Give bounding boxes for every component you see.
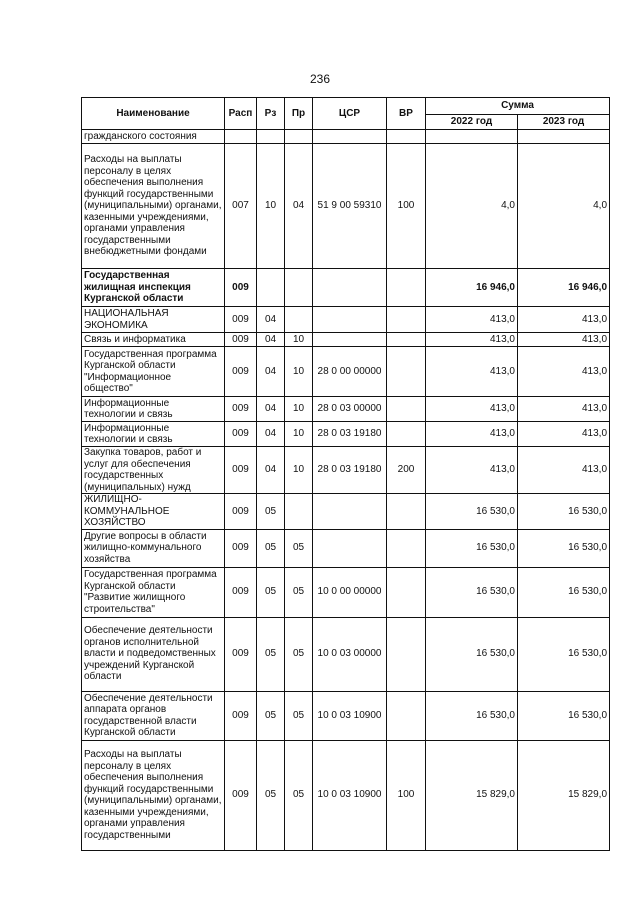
cell-pr: 05 xyxy=(285,529,313,567)
header-year-2023: 2023 год xyxy=(518,115,610,130)
cell-rasp: 009 xyxy=(225,691,257,740)
cell-y2022: 413,0 xyxy=(426,422,518,447)
cell-rasp: 009 xyxy=(225,617,257,691)
cell-rasp: 009 xyxy=(225,740,257,850)
cell-y2022 xyxy=(426,130,518,144)
cell-pr xyxy=(285,494,313,530)
cell-rasp: 009 xyxy=(225,397,257,422)
cell-rasp: 009 xyxy=(225,447,257,494)
cell-csr xyxy=(313,269,387,307)
page-number: 236 xyxy=(309,72,331,86)
cell-csr xyxy=(313,494,387,530)
table-row xyxy=(82,347,610,397)
cell-csr: 10 0 00 00000 xyxy=(313,567,387,617)
cell-rz: 04 xyxy=(257,397,285,422)
cell-pr xyxy=(285,269,313,307)
cell-y2022: 413,0 xyxy=(426,333,518,347)
table-row xyxy=(82,307,610,333)
cell-y2023: 413,0 xyxy=(518,347,610,397)
cell-vr xyxy=(387,691,426,740)
cell-pr: 05 xyxy=(285,617,313,691)
cell-name: НАЦИОНАЛЬНАЯ ЭКОНОМИКА xyxy=(82,307,225,333)
cell-pr: 10 xyxy=(285,397,313,422)
cell-csr xyxy=(313,130,387,144)
cell-rasp: 009 xyxy=(225,529,257,567)
cell-pr: 05 xyxy=(285,567,313,617)
cell-y2023: 16 530,0 xyxy=(518,529,610,567)
cell-pr xyxy=(285,130,313,144)
table-row xyxy=(82,397,610,422)
cell-y2022: 15 829,0 xyxy=(426,740,518,850)
cell-rz: 10 xyxy=(257,144,285,269)
table-row xyxy=(82,494,610,530)
cell-vr xyxy=(387,617,426,691)
cell-csr: 51 9 00 59310 xyxy=(313,144,387,269)
cell-rz: 05 xyxy=(257,567,285,617)
cell-y2023: 4,0 xyxy=(518,144,610,269)
cell-name: гражданского состояния xyxy=(82,130,225,144)
cell-rasp: 009 xyxy=(225,494,257,530)
header-rz: Рз xyxy=(257,98,285,130)
cell-name: Информационные технологии и связь xyxy=(82,422,225,447)
table-row xyxy=(82,269,610,307)
cell-rz xyxy=(257,130,285,144)
table-row xyxy=(82,144,610,269)
table-row xyxy=(82,130,610,144)
cell-y2023: 16 530,0 xyxy=(518,567,610,617)
cell-rz: 05 xyxy=(257,494,285,530)
header-year-2022: 2022 год xyxy=(426,115,518,130)
cell-vr xyxy=(387,494,426,530)
cell-rz: 05 xyxy=(257,740,285,850)
cell-csr: 10 0 03 00000 xyxy=(313,617,387,691)
cell-name: Государственная жилищная инспекция Курганской области xyxy=(82,269,225,307)
cell-y2023: 15 829,0 xyxy=(518,740,610,850)
cell-y2022: 4,0 xyxy=(426,144,518,269)
cell-vr: 100 xyxy=(387,144,426,269)
cell-y2023 xyxy=(518,130,610,144)
cell-rz: 04 xyxy=(257,447,285,494)
cell-y2022: 16 530,0 xyxy=(426,494,518,530)
cell-y2022: 16 946,0 xyxy=(426,269,518,307)
cell-csr: 10 0 03 10900 xyxy=(313,691,387,740)
cell-y2022: 413,0 xyxy=(426,347,518,397)
cell-vr xyxy=(387,422,426,447)
cell-rz xyxy=(257,269,285,307)
table-row xyxy=(82,567,610,617)
cell-pr: 10 xyxy=(285,333,313,347)
cell-name: Другие вопросы в области жилищно-коммунального хозяйства xyxy=(82,529,225,567)
budget-table xyxy=(81,97,610,851)
cell-rasp: 009 xyxy=(225,269,257,307)
cell-csr xyxy=(313,529,387,567)
cell-csr: 28 0 03 19180 xyxy=(313,422,387,447)
cell-pr xyxy=(285,307,313,333)
cell-vr xyxy=(387,567,426,617)
cell-vr: 200 xyxy=(387,447,426,494)
header-vr: ВР xyxy=(387,98,426,130)
table-row xyxy=(82,529,610,567)
cell-y2022: 16 530,0 xyxy=(426,691,518,740)
cell-rasp: 007 xyxy=(225,144,257,269)
cell-pr: 10 xyxy=(285,422,313,447)
cell-pr: 04 xyxy=(285,144,313,269)
cell-y2022: 413,0 xyxy=(426,397,518,422)
cell-y2023: 413,0 xyxy=(518,422,610,447)
header-sum: Сумма xyxy=(426,98,610,115)
cell-y2023: 16 530,0 xyxy=(518,617,610,691)
cell-y2022: 16 530,0 xyxy=(426,617,518,691)
cell-name: Обеспечение деятельности органов исполнительной власти и подведомственных учреждений Курганской области xyxy=(82,617,225,691)
table-row xyxy=(82,691,610,740)
cell-y2022: 16 530,0 xyxy=(426,529,518,567)
cell-vr xyxy=(387,130,426,144)
cell-vr xyxy=(387,529,426,567)
cell-csr xyxy=(313,307,387,333)
table-row xyxy=(82,740,610,850)
cell-name: Информационные технологии и связь xyxy=(82,397,225,422)
cell-vr xyxy=(387,269,426,307)
table-row xyxy=(82,333,610,347)
cell-rz: 04 xyxy=(257,333,285,347)
cell-y2023: 413,0 xyxy=(518,307,610,333)
cell-y2022: 413,0 xyxy=(426,447,518,494)
cell-name: Государственная программа Курганской области "Развитие жилищного строительства" xyxy=(82,567,225,617)
header-pr: Пр xyxy=(285,98,313,130)
cell-rasp: 009 xyxy=(225,347,257,397)
cell-csr: 10 0 03 10900 xyxy=(313,740,387,850)
cell-rasp: 009 xyxy=(225,307,257,333)
cell-rz: 05 xyxy=(257,529,285,567)
cell-y2023: 413,0 xyxy=(518,397,610,422)
cell-vr xyxy=(387,307,426,333)
cell-rasp: 009 xyxy=(225,422,257,447)
table-row xyxy=(82,447,610,494)
cell-rz: 04 xyxy=(257,422,285,447)
cell-csr xyxy=(313,333,387,347)
cell-name: Государственная программа Курганской области "Информационное общество" xyxy=(82,347,225,397)
cell-name: Связь и информатика xyxy=(82,333,225,347)
cell-vr xyxy=(387,347,426,397)
cell-y2023: 16 946,0 xyxy=(518,269,610,307)
header-rasp: Расп xyxy=(225,98,257,130)
cell-csr: 28 0 00 00000 xyxy=(313,347,387,397)
cell-y2023: 413,0 xyxy=(518,333,610,347)
cell-pr: 05 xyxy=(285,740,313,850)
cell-csr: 28 0 03 19180 xyxy=(313,447,387,494)
cell-rasp xyxy=(225,130,257,144)
cell-y2023: 16 530,0 xyxy=(518,494,610,530)
cell-name: Расходы на выплаты персоналу в целях обеспечения выполнения функций государственными (муниципальными) органами, казенными учреждениями, органами управления государственными внебюджетными фондами xyxy=(82,144,225,269)
table-row xyxy=(82,422,610,447)
cell-vr: 100 xyxy=(387,740,426,850)
cell-y2022: 413,0 xyxy=(426,307,518,333)
cell-rz: 04 xyxy=(257,347,285,397)
cell-vr xyxy=(387,397,426,422)
cell-pr: 10 xyxy=(285,447,313,494)
table-row xyxy=(82,617,610,691)
cell-name: Обеспечение деятельности аппарата органов государственной власти Курганской области xyxy=(82,691,225,740)
cell-rasp: 009 xyxy=(225,567,257,617)
cell-name: ЖИЛИЩНО-КОММУНАЛЬНОЕ ХОЗЯЙСТВО xyxy=(82,494,225,530)
cell-pr: 05 xyxy=(285,691,313,740)
cell-y2023: 413,0 xyxy=(518,447,610,494)
cell-y2022: 16 530,0 xyxy=(426,567,518,617)
cell-name: Закупка товаров, работ и услуг для обеспечения государственных (муниципальных) нужд xyxy=(82,447,225,494)
cell-rz: 05 xyxy=(257,617,285,691)
header-name: Наименование xyxy=(82,98,225,130)
cell-pr: 10 xyxy=(285,347,313,397)
cell-rasp: 009 xyxy=(225,333,257,347)
cell-name: Расходы на выплаты персоналу в целях обеспечения выполнения функций государственными (муниципальными) органами, казенными учреждениями, органами управления государственными xyxy=(82,740,225,850)
cell-csr: 28 0 03 00000 xyxy=(313,397,387,422)
header-csr: ЦСР xyxy=(313,98,387,130)
cell-y2023: 16 530,0 xyxy=(518,691,610,740)
cell-vr xyxy=(387,333,426,347)
cell-rz: 04 xyxy=(257,307,285,333)
cell-rz: 05 xyxy=(257,691,285,740)
